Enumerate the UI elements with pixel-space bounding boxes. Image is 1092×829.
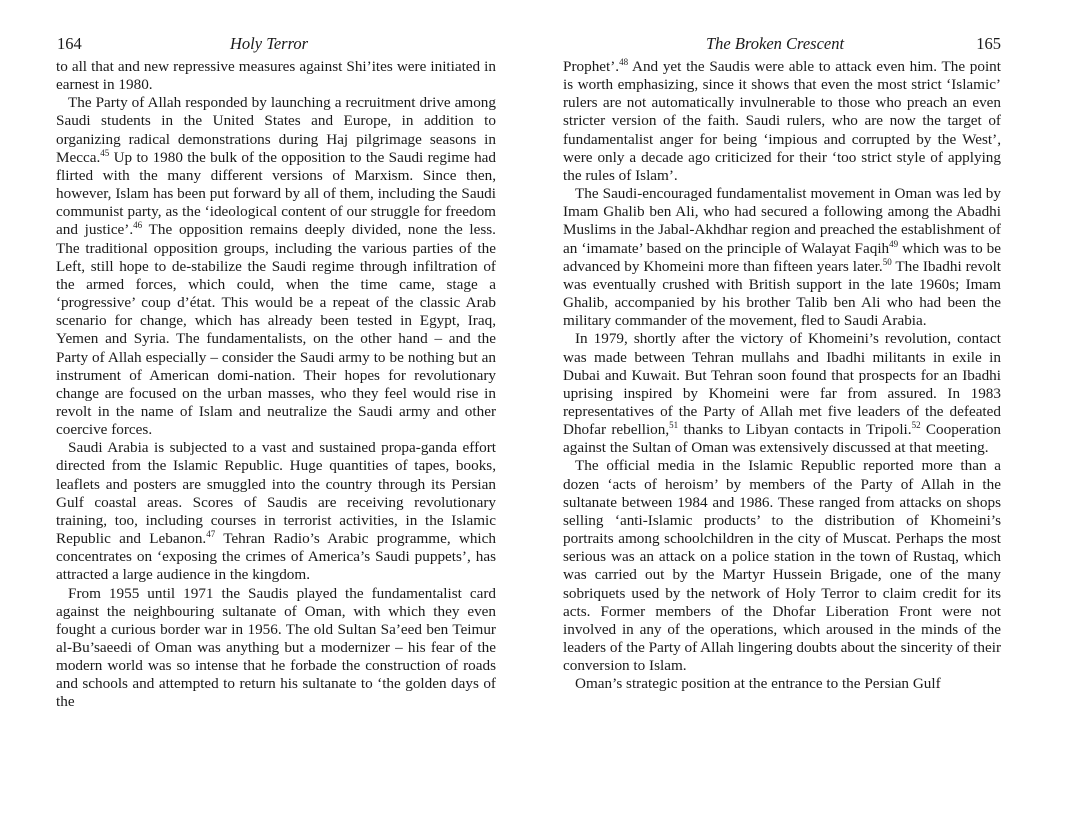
- paragraph: From 1955 until 1971 the Saudis played the fundamentalist card against the neighbouring sultanate of Oman, with which they even fought a curious border war in 1956. The old Sultan Sa’eed ben Teimur al-Bu’saeedi of Oman was anything but a modernizer – his fear of the modern world was so intense that he forbade the construction of roads and schools and attempted to return his sultanate to ‘the golden days of the: [56, 584, 496, 711]
- right-page: [563, 34, 1001, 693]
- paragraph: to all that and new repressive measures against Shi’ites were initiated in earnest in 1980.: [56, 58, 496, 94]
- page-number-right: 165: [976, 34, 1001, 53]
- running-head-right: [563, 34, 1001, 58]
- running-title-right: The Broken Crescent: [706, 34, 845, 53]
- paragraph: The Saudi-encouraged fundamentalist movement in Oman was led by Imam Ghalib ben Ali, who had secured a following among the Abadhi Muslims in the Jabal-Akhdhar region and preached the establishment of an ‘imamate’ based on the principle of Walayat Faqih$^{49}$ which was to be advanced by Khomeini more than fifteen years later.$^{50}$ The Ibadhi revolt was eventually crushed with British support in the late 1960s; Imam Ghalib, accompanied by his brother Talib ben Ali who had been the military commander of the movement, fled to Saudi Arabia.: [563, 185, 1002, 330]
- paragraph: In 1979, shortly after the victory of Khomeini’s revolution, contact was made between Tehran mullahs and Ibadhi militants in exile in Dubai and Kuwait. But Tehran soon found that prospects for an Ibadhi uprising inspired by Khomeini were far from assured. In 1983 representatives of the Party of Allah met five leaders of the defeated Dhofar rebellion,$^{51}$ thanks to Libyan contacts in Tripoli.$^{52}$ Cooperation against the Sultan of Oman was extensively discussed at that meeting.: [563, 330, 1002, 457]
- footnote-ref: 49: [889, 238, 899, 249]
- body-text-left: [56, 58, 496, 712]
- left-page: [56, 34, 496, 712]
- paragraph: Oman’s strategic position at the entrance to the Persian Gulf: [575, 675, 941, 693]
- footnote-ref: 48: [619, 57, 629, 67]
- paragraph: The official media in the Islamic Republic reported more than a dozen ‘acts of heroism’ by members of the Party of Allah in the sultanate between 1984 and 1986. These ranged from attacks on shops selling ‘anti-Islamic products’ to the distribution of Khomeini’s portraits among schoolchildren in the city of Muscat. Perhaps the most serious was an attack on a police station in the town of Rustaq, which was carried out by the Martyr Hussein Brigade, one of the many sobriquets used by the network of Holy Terror to claim credit for its acts. Former members of the Dhofar Liberation Front were not involved in any of the operations, which aroused in the minds of the leaders of the Party of Allah lingering doubts about the sincerity of their conversion to Islam.: [563, 457, 1001, 675]
- footnote-ref: 52: [911, 420, 921, 431]
- footnote-ref: 47: [206, 529, 216, 540]
- paragraph: Prophet’.$^{48}$ And yet the Saudis were able to attack even him. The point is worth emphasizing, since it shows that even the most strict ‘Islamic’ rulers are not automatically invulnerable to those who preach an even stricter version of the faith. Saudi rulers, who are now the target of fundamentalist anger for being ‘impious and corrupted by the West’, were only a decade ago criticized for their ‘too strict style of applying the rules of Islam’.: [563, 57, 1001, 184]
- footnote-ref: 50: [882, 256, 892, 267]
- page-number-left: 164: [57, 34, 82, 53]
- footnote-ref: 45: [100, 147, 110, 158]
- footnote-ref: 51: [669, 420, 679, 431]
- paragraph: Saudi Arabia is subjected to a vast and sustained propa-ganda effort directed from the Islamic Republic. Huge quantities of tapes, books, leaflets and posters are smuggled into the country through its Persian Gulf coastal areas. Scores of Saudis are receiving revolutionary training, too, including courses in terrorist activities, in the Islamic Republic and Lebanon.$^{47}$ Tehran Radio’s Arabic programme, which concentrates on ‘exposing the crimes of America’s Saudi puppets’, has attracted a large audience in the kingdom.: [56, 439, 496, 584]
- paragraph: The Party of Allah responded by launching a recruitment drive among Saudi students in the United States and Europe, in addition to organizing radical demonstrations during Haj pilgrimage seasons in Mecca.$^{45}$ Up to 1980 the bulk of the opposition to the Saudi regime had flirted with the many different versions of Marxism. Since then, however, Islam has been put forward by all of them, including the Saudi communist party, as the ‘ideological content of our struggle for freedom and justice’.$^{46}$ The opposition remains deeply divided, none the less. The traditional opposition groups, including the various parties of the Left, still hope to de-stabilize the Saudi regime through infiltration of the armed forces, which could, when the time came, stage a ‘progressive’ coup d’état. This would be a repeat of the classic Arab scenario for change, which has already been tested in Egypt, Iraq, Yemen and Syria. The fundamentalists, on the other hand – and the Party of Allah especially – consider the Saudi army to be nothing but an instrument of American domi-nation. Their hopes for revolutionary change are focused on the urban masses, who they feel would rise in revolt in the name of Islam and neutralize the Saudi army and other coercive forces.: [56, 94, 496, 439]
- footnote-ref: 46: [133, 220, 143, 231]
- running-head-left: [56, 34, 496, 58]
- body-text-right: [563, 58, 1001, 693]
- running-title-left: Holy Terror: [230, 34, 309, 53]
